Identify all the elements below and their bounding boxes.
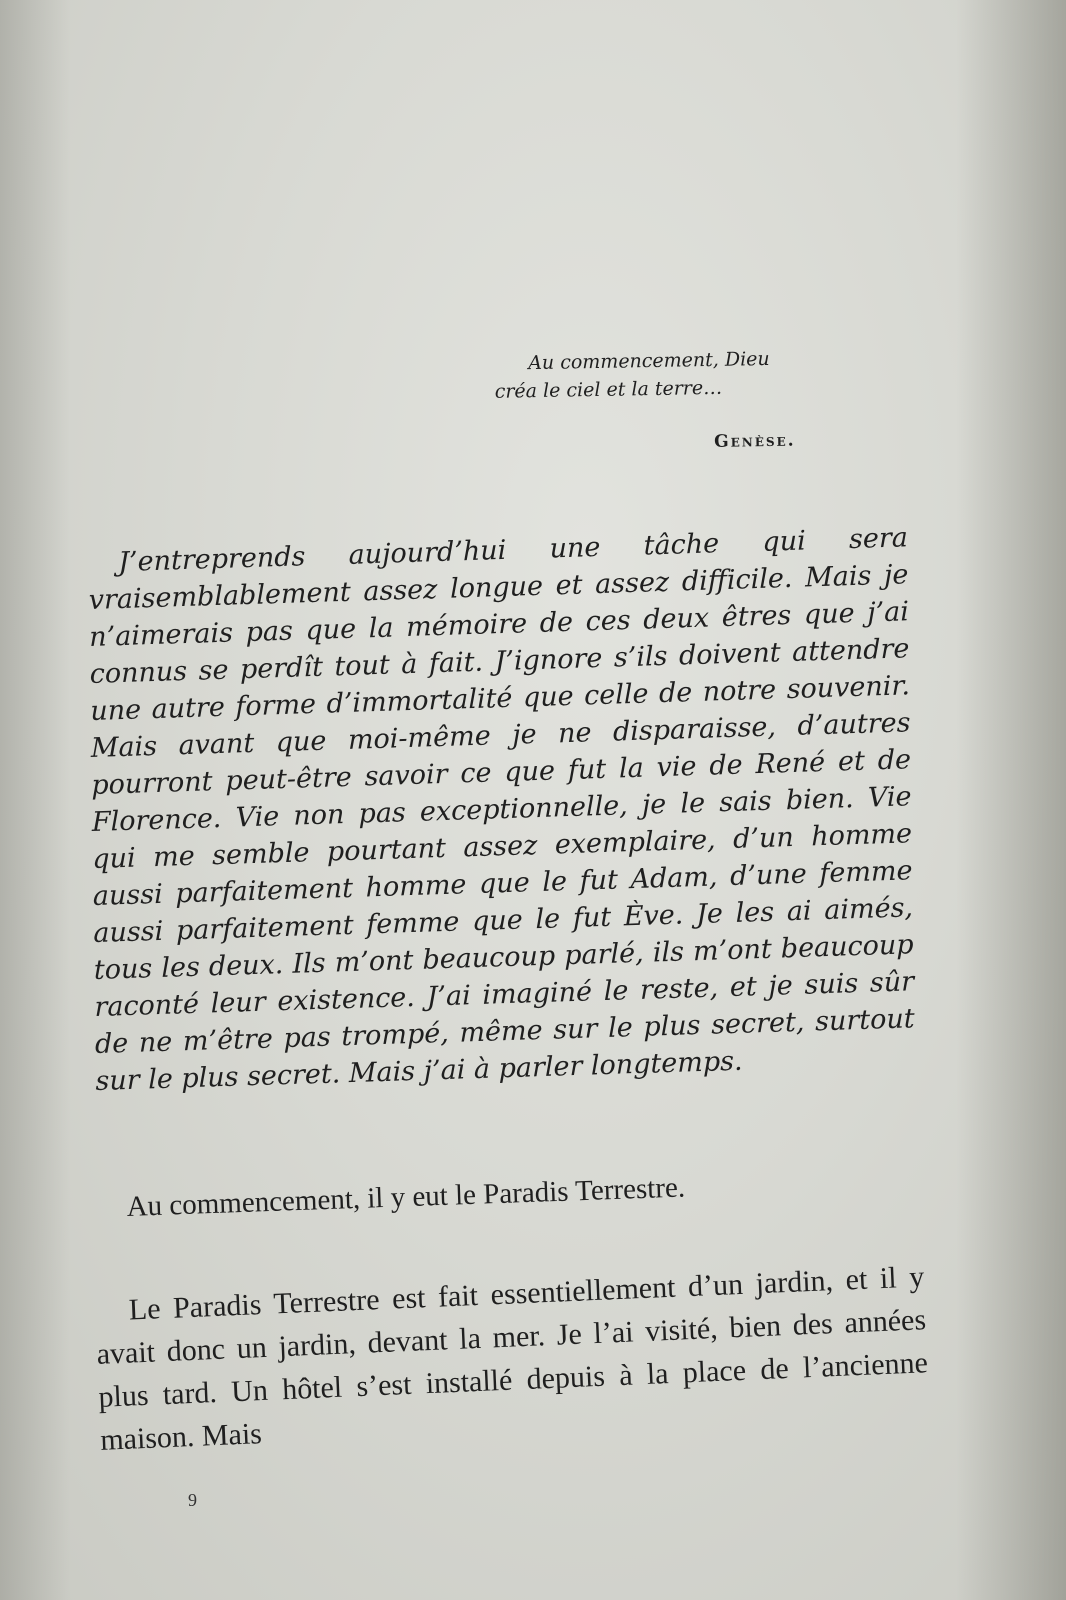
epigraph-source: Genèse.: [713, 430, 796, 452]
garden-paragraph: Le Paradis Terrestre est fait essentiellement d’un jardin, et il y avait donc un jardin, devant la mer. Je l’ai visité, bien des années plus tard. Un hôtel s’est installé depuis à la place de l’ancienne maison. Mais: [96, 1260, 929, 1457]
intro-paragraph: J’entreprends aujourd’hui une tâche qui sera vraisemblablement assez longue et assez difficile. Mais je n’aimerais pas que la mémoire de ces deux êtres que j’ai connus se perdît tout à fait. J’ignore s’ils doivent attendre une autre forme d’immortalité que celle de notre souvenir. Mais avant que moi-même je ne disparaisse, d’autres pourront peut-être savoir ce que fut la vie de René et de Florence. Vie non pas exceptionnelle, je le sais bien. Vie qui me semble pourtant assez exemplaire, d’un homme aussi parfaitement homme que le fut Adam, d’une femme aussi parfaitement femme que le fut Ève. Je les ai aimés, tous les deux. Ils m’ont beaucoup parlé, ils m’ont beaucoup raconté leur existence. J’ai imaginé le reste, et je suis sûr de ne m’être pas trompé, même sur le plus secret, surtout sur le plus secret. Mais j’ai à parler longtemps.: [88, 522, 915, 1098]
epigraph-line-1: Au commencement, Dieu: [528, 347, 770, 375]
epigraph: [480, 344, 842, 460]
statement-paragraph: Au commencement, il y eut le Paradis Terrestre.: [126, 1171, 686, 1223]
epigraph-line-2: créa le ciel et la terre…: [494, 376, 723, 403]
page-number: 9: [188, 1490, 197, 1510]
